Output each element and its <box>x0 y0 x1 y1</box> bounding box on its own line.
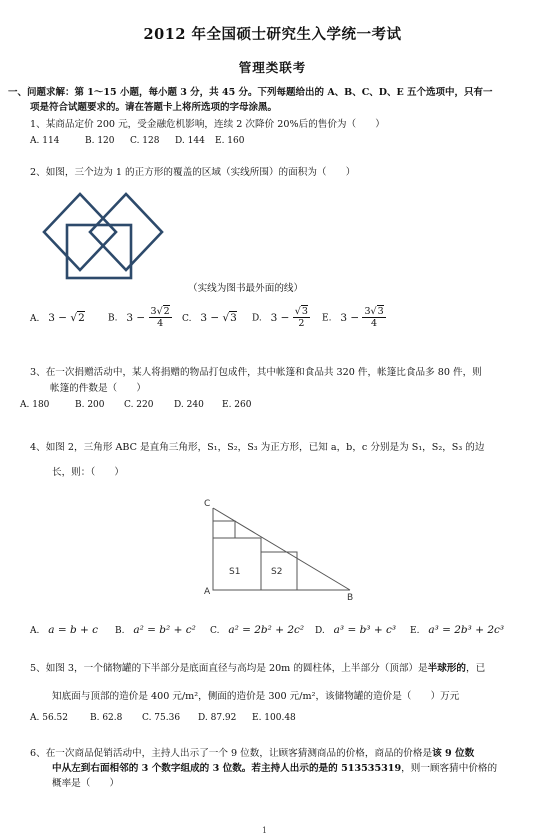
option-expr: a³ = b³ + c³ <box>333 624 397 636</box>
option-letter: E. <box>322 313 332 324</box>
q5-option-c: C. 75.36 <box>142 713 181 723</box>
hypotenuse-cb <box>213 508 350 590</box>
question-6-line2 <box>52 762 497 775</box>
option-expr: a³ = 2b³ + 2c³ <box>428 624 505 636</box>
s2-label: S2 <box>271 567 283 577</box>
q5-option-e: E. 100.48 <box>252 713 296 723</box>
q1-option-b: B. 120 <box>85 136 115 146</box>
question-6-line3: 概率是（ ） <box>52 778 120 789</box>
radicand: 2 <box>78 312 85 324</box>
option-expr: a = b + c <box>48 624 99 636</box>
q6-emphasis: 该 9 位数 <box>432 748 475 759</box>
denominator: 2 <box>298 318 305 329</box>
question-3-line2: 帐篷的件数是（ ） <box>50 383 146 394</box>
q3-option-a: A. 180 <box>20 400 50 410</box>
q5-option-d: D. 87.92 <box>198 713 237 723</box>
option-expr: a² = 2b² + 2c² <box>228 624 305 636</box>
vertex-b-label: B <box>347 593 354 603</box>
q5-emphasis: 半球形的 <box>427 663 467 674</box>
denominator: 4 <box>371 318 378 329</box>
q5-option-b: B. 62.8 <box>90 713 123 723</box>
q2-option-c: C. 3 − √3 <box>182 312 237 324</box>
question-4-line2: 长，则：（ ） <box>52 467 124 478</box>
question-4-line1: 4、如图 2，三角形 ABC 是直角三角形，S₁，S₂，S₃ 为正方形，已知 a，b，c 分别是为 S₁，S₂，S₃ 的边 <box>30 442 485 453</box>
option-letter: A. <box>30 626 40 636</box>
q2-option-d: D. 3 − $\frac{√3}{2}$ <box>252 306 308 329</box>
q4-option-a <box>30 624 98 636</box>
vertex-c-label: C <box>204 499 211 509</box>
q5-option-a: A. 56.52 <box>30 713 68 723</box>
q5-text-part: 5、如图 3，一个储物罐的下半部分是底面直径与高均是 20m 的圆柱体，上半部分（顶部）是 <box>30 663 428 674</box>
option-letter: A. <box>30 314 40 324</box>
q4-option-b <box>115 624 196 636</box>
right-diamond-square <box>90 194 162 270</box>
q3-option-c: C. 220 <box>124 400 154 410</box>
question-6-line1 <box>30 747 474 760</box>
q5-text-part: ，已 <box>466 663 486 674</box>
denominator: 4 <box>157 318 164 329</box>
q2-option-e: E. 3 − $\frac{3√3}{4}$ <box>322 306 384 329</box>
option-letter: B. <box>108 313 118 324</box>
coef: 3 <box>364 306 371 317</box>
expr: 3 − <box>126 311 149 324</box>
page-number: 1 <box>262 826 268 835</box>
q4-option-e <box>410 624 504 636</box>
q4-option-d <box>315 624 396 636</box>
option-letter: D. <box>252 313 262 324</box>
option-letter: E. <box>410 626 420 636</box>
q1-option-e: E. 160 <box>215 136 245 146</box>
figure-2-caption: （实线为图书最外面的线） <box>188 283 304 294</box>
left-diamond-square <box>44 194 116 270</box>
coef: 3 <box>150 306 157 317</box>
s1-label: S1 <box>229 567 241 577</box>
option-letter: C. <box>210 626 220 636</box>
section-instruction-line2: 项是符合试题要求的。请在答题卡上将所选项的字母涂黑。 <box>30 102 278 113</box>
radicand: 3 <box>377 306 384 317</box>
right-triangle-figure <box>200 494 360 604</box>
option-letter: C. <box>182 314 192 324</box>
question-5-line2: 知底面与顶部的造价是 400 元/m²，侧面的造价是 300 元/m²，该储物罐的造价是（ ）万元 <box>52 691 460 702</box>
radicand: 3 <box>301 306 308 317</box>
q3-option-b: B. 200 <box>75 400 105 410</box>
q2-option-a: A. 3 − √2 <box>30 312 85 324</box>
q1-option-c: C. 128 <box>130 136 160 146</box>
option-letter: D. <box>315 626 325 636</box>
q1-option-a: A. 114 <box>30 136 60 146</box>
section-instruction-line1: 一、问题求解：第 1～15 小题，每小题 3 分，共 45 分。下列每题给出的 A、B、C、D、E 五个选项中，只有一 <box>8 87 493 98</box>
q2-option-b: B. 3 − $\frac{3√2}{4}$ <box>108 306 170 329</box>
page-title: 2012 年全国硕士研究生入学统一考试 <box>143 26 402 43</box>
option-expr: a² = b² + c² <box>133 624 196 636</box>
question-5-line1 <box>30 662 485 675</box>
q6-text-part: ，则一顾客猜中价格的 <box>401 763 498 774</box>
q3-option-d: D. 240 <box>174 400 204 410</box>
question-1-text: 1、某商品定价 200 元，受金融危机影响，连续 2 次降价 20%后的售价为（ ） <box>30 119 385 130</box>
square-s3 <box>213 521 235 538</box>
vertex-a-label: A <box>204 587 211 597</box>
expr: 3 − <box>200 312 223 324</box>
q1-option-d: D. 144 <box>175 136 205 146</box>
q6-emphasis: 中从左到右面相邻的 3 个数字组成的 3 位数。若主持人出示的是的 513535319 <box>52 763 402 774</box>
q3-option-e: E. 260 <box>222 400 252 410</box>
expr: 3 − <box>48 312 71 324</box>
question-2-text: 2、如图，三个边为 1 的正方形的覆盖的区域（实线所围）的面积为（ ） <box>30 167 356 178</box>
radicand: 3 <box>230 312 237 324</box>
q4-option-c <box>210 624 304 636</box>
expr: 3 − <box>340 311 363 324</box>
square-s1 <box>213 538 261 590</box>
radicand: 2 <box>163 306 170 317</box>
three-squares-figure <box>40 188 170 280</box>
question-3-line1: 3、在一次捐赠活动中，某人将捐赠的物品打包成件，其中帐篷和食品共 320 件，帐篷比食品多 80 件，则 <box>30 367 482 378</box>
option-letter: B. <box>115 626 125 636</box>
page-subtitle: 管理类联考 <box>238 60 307 75</box>
expr: 3 − <box>270 311 293 324</box>
q6-text-part: 6、在一次商品促销活动中，主持人出示了一个 9 位数，让顾客猜测商品的价格，商品的价格是 <box>30 748 433 759</box>
